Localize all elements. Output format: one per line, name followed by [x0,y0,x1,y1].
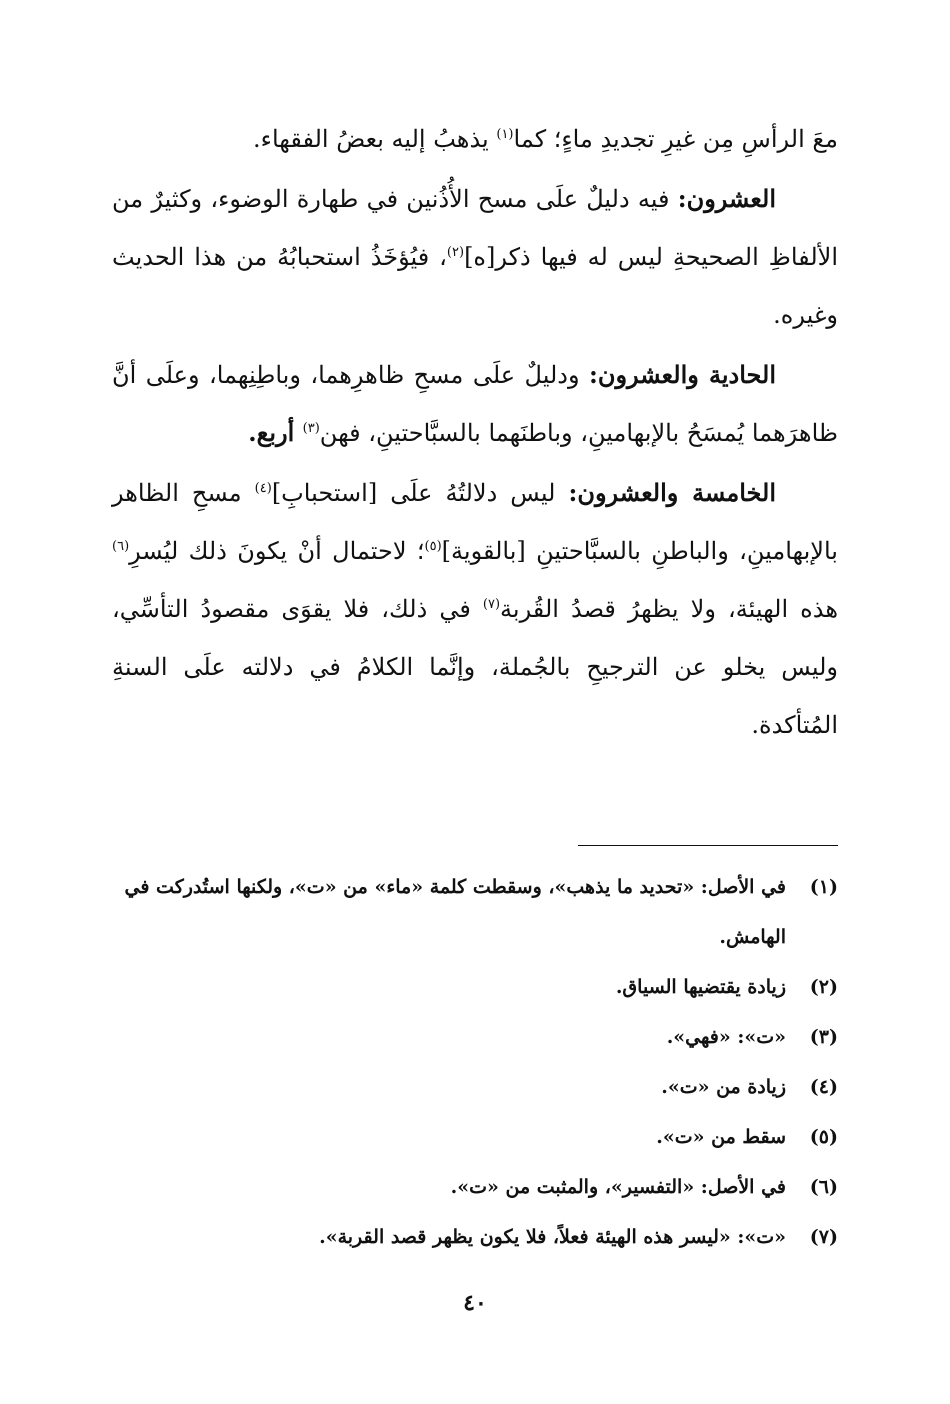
section-term: العشرون: [677,184,776,213]
footnote-marker: (٣) [302,421,320,436]
footnote-marker: (١) [496,127,514,142]
footnote-number: (٥) [809,1126,838,1148]
footnote-text: «ت»: «فهي». [666,1026,786,1048]
paragraph-4 [112,464,838,754]
page-number: ٤٠ [463,1290,487,1316]
footnote-item [112,1062,838,1112]
footnote-marker: (٥) [424,539,442,554]
paragraph-text: ودليلٌ علَى مسحِ ظاهرِهما، وباطِنِهما، وعلَى أنَّ ظاهرَهما يُمسَحُ بالإبهامينِ، وباطنَهما بالسبَّاحتينِ، فهن [112,361,838,447]
footnote-text: في الأصل: «تحديد ما يذهب»، وسقطت كلمة «ماء» من «ت»، ولكنها استُدركت في الهامش. [124,876,786,948]
footnote-number: (٤) [809,1076,838,1098]
paragraph-text: هذه الهيئة، ولا يظهرُ قصدُ القُربة [500,595,839,623]
footnote-text: في الأصل: «التفسير»، والمثبت من «ت». [450,1176,786,1198]
paragraph-text: أربع. [248,418,303,447]
footnote-item [112,1112,838,1162]
footnote-divider [578,845,838,846]
footnote-marker: (٢) [446,245,465,260]
paragraph-text: فيه دليلٌ علَى مسح الأُذُنين في طهارة الوضوء، وكثيرٌ من الألفاظِ الصحيحةِ ليس له فيها ذكر[ه] [112,185,838,271]
paragraph-text: ، فيُؤخَذُ استحبابُهُ من هذا الحديث وغيره. [112,243,838,329]
paragraph-text: معَ الرأسِ مِن غيرِ تجديدِ ماءٍ؛ كما [513,125,838,153]
footnote-number: (١) [809,876,838,898]
footnote-text: زيادة من «ت». [661,1076,786,1098]
footnote-text: زيادة يقتضيها السياق. [615,976,786,998]
footnotes [112,862,838,1262]
footnote-number: (٧) [809,1226,838,1248]
footnote-text: سقط من «ت». [656,1126,786,1148]
footnote-item [112,962,838,1012]
section-term: الخامسة والعشرون: [568,478,776,507]
footnote-marker: (٤) [254,481,272,496]
paragraph-text: ؛ لاحتمال أنْ يكونَ ذلك ليُسرِ [129,537,425,565]
footnote-item [112,1162,838,1212]
paragraph-1 [112,110,838,168]
main-text [112,110,838,756]
footnote-number: (٣) [809,1026,838,1048]
paragraph-text: يذهبُ إليه بعضُ الفقهاء. [253,125,497,153]
paragraph-text: في ذلك، فلا يقوَى مقصودُ التأسِّي، وليس يخلو عن الترجيحِ بالجُملة، وإنَّما الكلامُ في دلالته علَى السنةِ المُتأكدة. [112,595,839,739]
footnote-text: «ت»: «ليسر هذه الهيئة فعلاً، فلا يكون يظهر قصد القربة». [319,1226,786,1248]
footnote-item [112,1012,838,1062]
footnote-marker: (٧) [482,597,501,612]
footnote-item [112,862,838,962]
footnote-marker: (٦) [112,539,130,554]
paragraph-text: مسحِ الظاهر بالإبهامينِ، والباطنِ بالسبَّاحتينِ [بالقوية] [112,479,838,565]
paragraph-text: ليس دلالتُهُ علَى [استحبابِ] [271,479,569,507]
paragraph-2 [112,170,838,344]
section-term: الحادية والعشرون: [588,360,776,389]
paragraph-3 [112,346,838,462]
footnote-number: (٦) [809,1176,838,1198]
footnote-number: (٢) [809,976,838,998]
footnote-item [112,1212,838,1262]
